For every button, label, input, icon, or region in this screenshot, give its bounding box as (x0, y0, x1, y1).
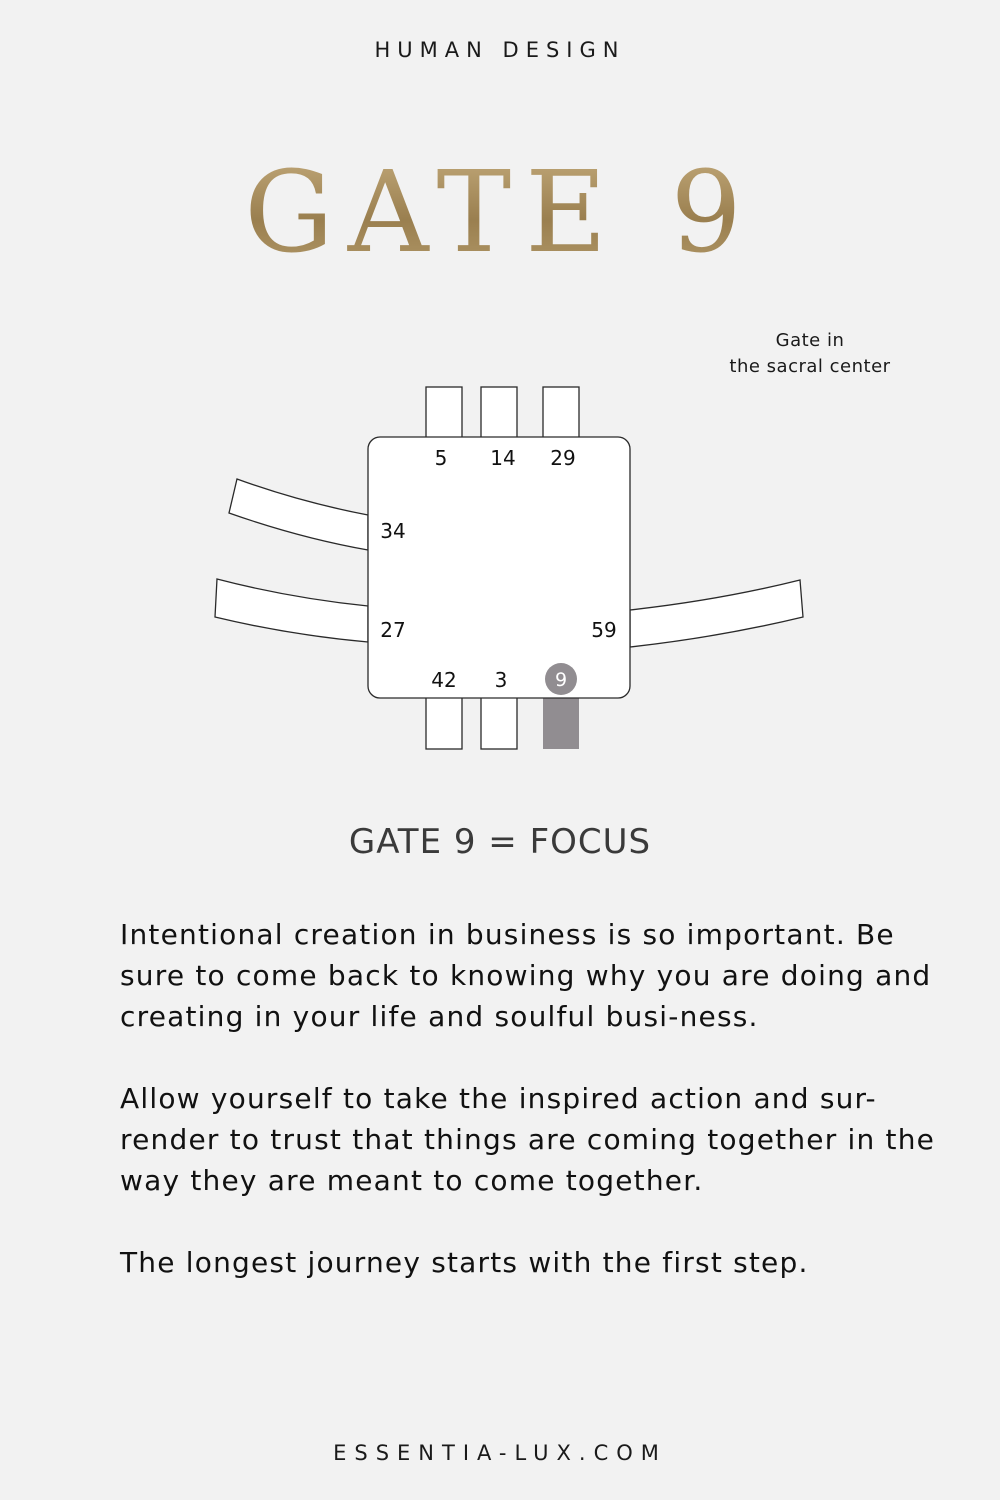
page-title: GATE 9 (0, 148, 1000, 278)
channel-9 (543, 690, 579, 749)
sacral-center-diagram (0, 310, 1000, 780)
gate-label: 27 (380, 618, 406, 642)
caption-line-2: the sacral center (729, 356, 891, 377)
paragraph: Allow yourself to take the inspired action and sur-render to trust that things are coming together in the way they are meant to come together. (120, 1082, 936, 1197)
gate-label: 14 (490, 446, 516, 470)
gate-label: 42 (431, 668, 457, 692)
gate-label: 5 (434, 446, 448, 470)
gate-label: 34 (380, 519, 406, 543)
channel-59 (630, 580, 803, 647)
channel-3 (481, 690, 517, 749)
paragraph: The longest journey starts with the first step. (120, 1246, 809, 1279)
kicker-label: HUMAN DESIGN (374, 38, 626, 62)
sacral-center-box (368, 437, 630, 698)
channel-42 (426, 690, 462, 749)
gate-label: 3 (494, 668, 508, 692)
paragraph: Intentional creation in business is so important. Be sure to come back to knowing why you are doing and creating in your life and soulful busi-ness. (120, 918, 932, 1033)
channel-27 (215, 579, 368, 642)
channel-34 (229, 479, 368, 550)
body-copy (120, 914, 940, 1324)
footer-site: ESSENTIA-LUX.COM (333, 1441, 667, 1465)
caption-line-1: Gate in (775, 330, 845, 351)
gate-label: 59 (591, 618, 617, 642)
gate-heading: GATE 9 = FOCUS (348, 822, 652, 862)
highlighted-gate-label: 9 (554, 669, 568, 691)
gate-label: 29 (550, 446, 576, 470)
